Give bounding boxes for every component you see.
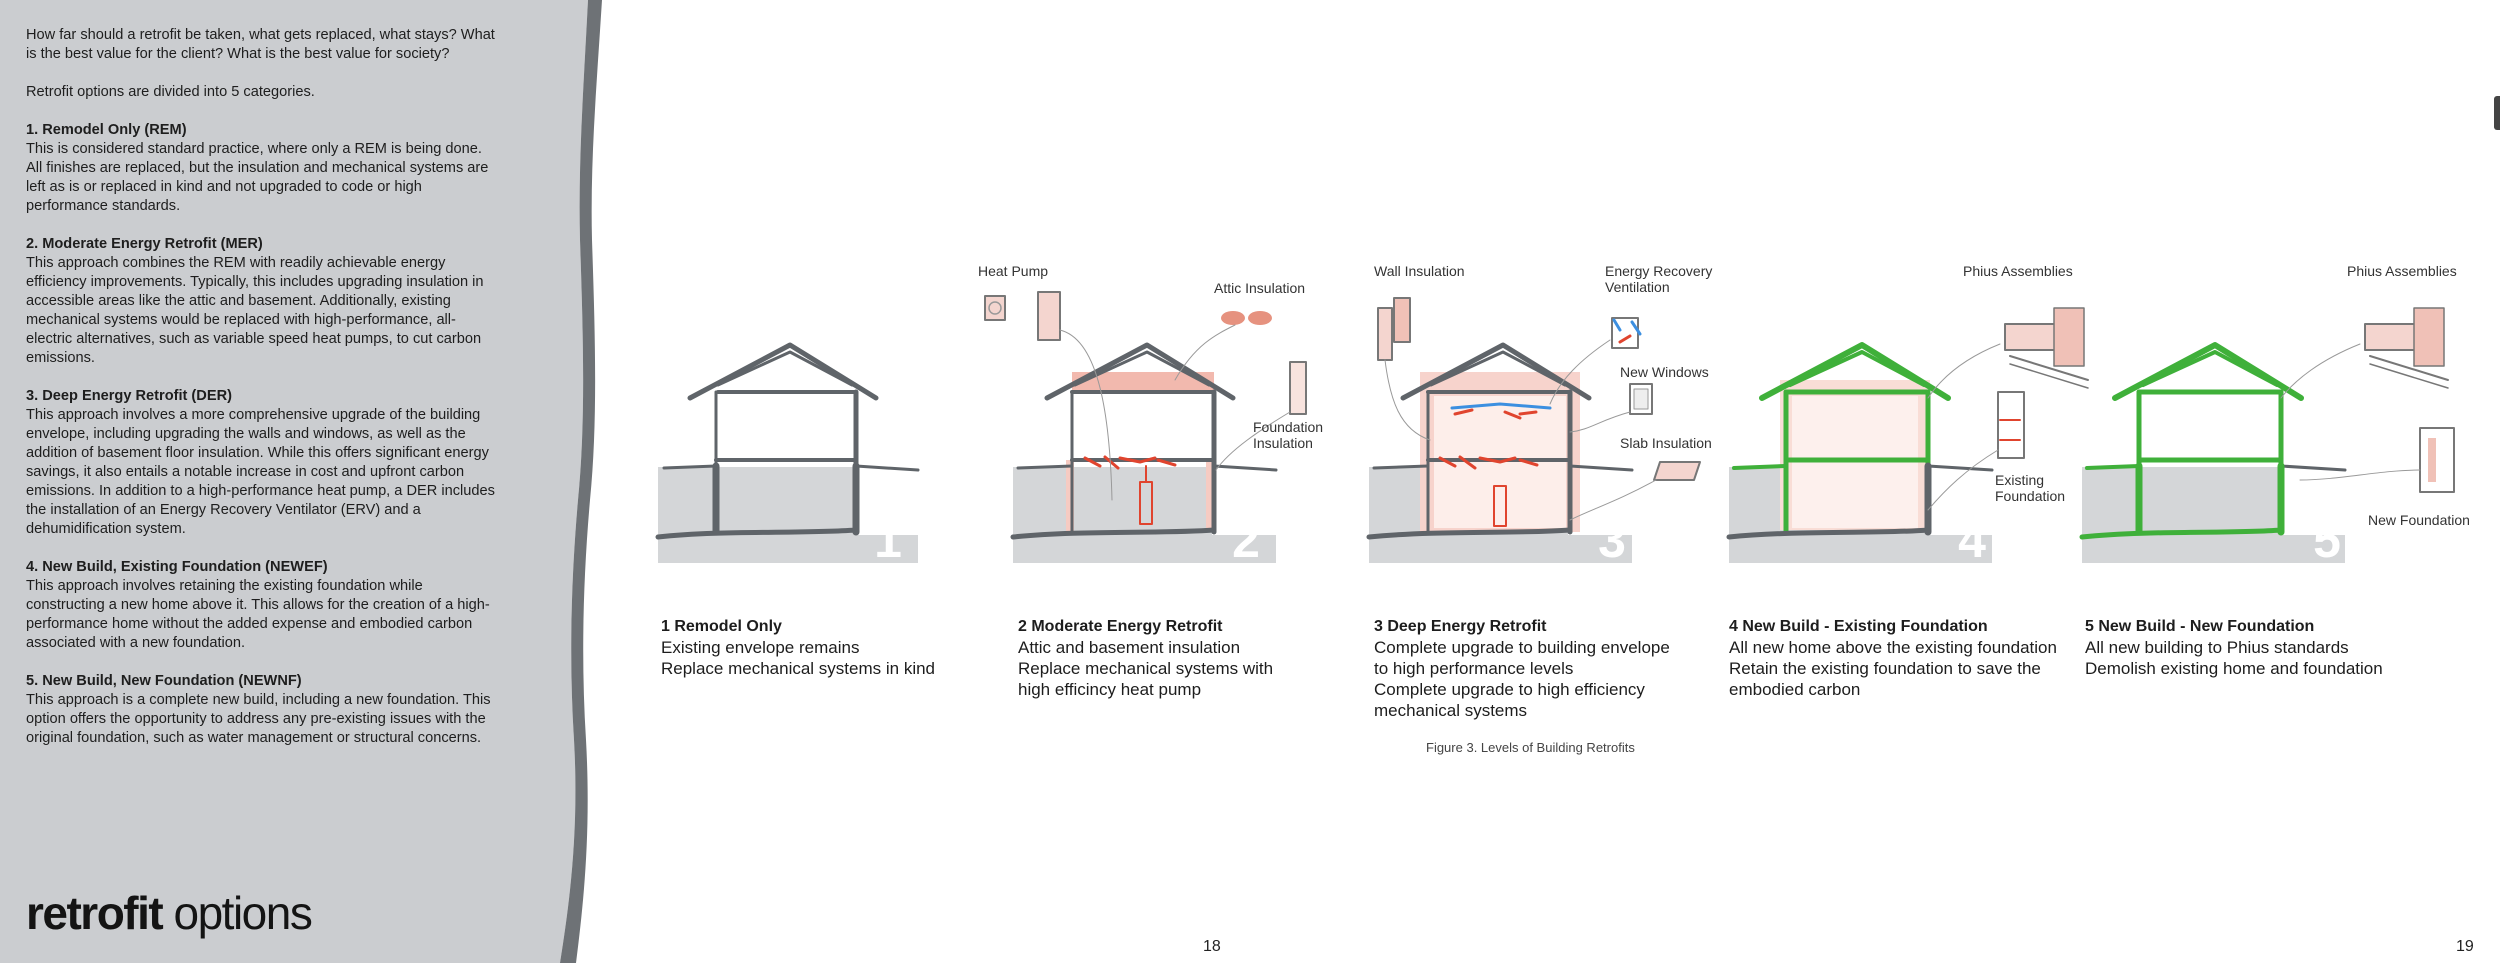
page-number-right: 19 bbox=[2456, 938, 2474, 955]
caption-line: Replace mechanical systems with bbox=[1018, 659, 1274, 678]
caption-line: Retain the existing foundation to save the bbox=[1729, 659, 2041, 678]
caption-title: 4 New Build - Existing Foundation bbox=[1729, 618, 1988, 635]
section-body: This approach involves a more comprehensive upgrade of the building envelope, including upgrading the walls and windows, as well as the addition of basement floor insulation. While this offers significant energy savings, it also entails a notable increase in cost and upfront carbon emissions. In addition to a high-performance heat pump, a DER includes the installation of an Energy Recovery Ventilator (ERV) and a dehumidification system. bbox=[26, 407, 495, 537]
wall-insulation-icon bbox=[1378, 308, 1392, 360]
caption-line: All new building to Phius standards bbox=[2085, 638, 2349, 657]
house-new-build-new-foundation bbox=[2082, 263, 2470, 568]
caption-remodel-only bbox=[661, 616, 961, 679]
svg-text:Phius Assemblies: Phius Assemblies bbox=[1963, 263, 2073, 279]
caption-title: 2 Moderate Energy Retrofit bbox=[1018, 618, 1223, 635]
caption-line: Existing envelope remains bbox=[661, 638, 860, 657]
svg-text:Ventilation: Ventilation bbox=[1605, 279, 1670, 295]
svg-text:New Foundation: New Foundation bbox=[2368, 512, 2470, 528]
ground-block bbox=[2082, 467, 2345, 563]
section-title: 4. New Build, Existing Foundation (NEWEF) bbox=[26, 559, 328, 575]
svg-text:Attic Insulation: Attic Insulation bbox=[1214, 280, 1306, 296]
svg-text:Energy Recovery: Energy Recovery bbox=[1605, 263, 1713, 279]
caption-line: embodied carbon bbox=[1729, 680, 1861, 699]
section-title: 2. Moderate Energy Retrofit (MER) bbox=[26, 236, 263, 252]
house-moderate-retrofit bbox=[978, 263, 1323, 568]
svg-text:Foundation: Foundation bbox=[1253, 419, 1324, 435]
section-title: 3. Deep Energy Retrofit (DER) bbox=[26, 388, 232, 404]
existing-foundation-icon bbox=[1998, 392, 2024, 458]
title-bold: retrofit bbox=[26, 887, 163, 939]
caption-title: 3 Deep Energy Retrofit bbox=[1374, 618, 1547, 635]
svg-text:New Windows: New Windows bbox=[1620, 364, 1709, 380]
caption-line: mechanical systems bbox=[1374, 701, 1528, 720]
caption-new-build-new-foundation bbox=[2085, 616, 2405, 679]
caption-line: Replace mechanical systems in kind bbox=[661, 659, 936, 678]
svg-text:Existing: Existing bbox=[1995, 472, 2045, 488]
option-number: 4 bbox=[1958, 512, 1986, 568]
svg-text:Wall Insulation: Wall Insulation bbox=[1374, 263, 1465, 279]
option-number: 3 bbox=[1598, 512, 1626, 568]
house-deep-retrofit bbox=[1369, 263, 1712, 568]
svg-text:Foundation: Foundation bbox=[1995, 488, 2066, 504]
section-body: This approach combines the REM with readily achievable energy efficiency improvements. Typically, this includes upgrading insulation in accessible areas like the attic and basement. Additionally, existing mechanical systems would be replaced with high-performance, all-electric alternatives, such as variable speed heat pumps, to cut carbon emissions. bbox=[26, 255, 484, 366]
intro-question: How far should a retrofit be taken, what gets replaced, what stays? What is the best value for the client? What is the best value for society? bbox=[26, 27, 495, 62]
section-title: 5. New Build, New Foundation (NEWNF) bbox=[26, 673, 302, 689]
option-number: 2 bbox=[1232, 512, 1260, 568]
caption-line: Complete upgrade to building envelope bbox=[1374, 638, 1670, 657]
caption-line: to high performance levels bbox=[1374, 659, 1574, 678]
page-number-left: 18 bbox=[1203, 938, 1221, 955]
caption-moderate-retrofit bbox=[1018, 616, 1318, 700]
house-new-build-existing-foundation bbox=[1729, 263, 2088, 568]
section-body: This approach involves retaining the existing foundation while constructing a new home above it. This allows for the creation of a high-performance home without the added expense and embodied carbon associated with a new foundation. bbox=[26, 578, 490, 651]
caption-line: high efficincy heat pump bbox=[1018, 680, 1202, 699]
caption-line: Attic and basement insulation bbox=[1018, 638, 1241, 657]
attic-insulation-icon bbox=[1221, 311, 1245, 325]
svg-text:Insulation: Insulation bbox=[1253, 435, 1313, 451]
section-body: This approach is a complete new build, including a new foundation. This option offers the opportunity to address any pre-existing issues with the original foundation, such as water management or structural concerns. bbox=[26, 692, 491, 746]
section-body: This is considered standard practice, where only a REM is being done. All finishes are replaced, but the insulation and mechanical systems are left as is or replaced in kind and not upgraded to code or high performance standards. bbox=[26, 141, 489, 214]
title-normal: options bbox=[162, 887, 312, 939]
caption-title: 1 Remodel Only bbox=[661, 618, 782, 635]
caption-title: 5 New Build - New Foundation bbox=[2085, 618, 2315, 635]
caption-line: Demolish existing home and foundation bbox=[2085, 659, 2383, 678]
slab-insulation-icon bbox=[1654, 462, 1700, 480]
svg-text:Heat Pump: Heat Pump bbox=[978, 263, 1049, 279]
heat-pump-icon bbox=[985, 296, 1005, 320]
scrollbar-handle[interactable] bbox=[2494, 96, 2500, 130]
caption-deep-retrofit bbox=[1374, 616, 1674, 721]
caption-line: All new home above the existing foundation bbox=[1729, 638, 2057, 657]
option-number: 5 bbox=[2313, 512, 2341, 568]
figure-caption: Figure 3. Levels of Building Retrofits bbox=[1426, 740, 1635, 755]
caption-line: Complete upgrade to high efficiency bbox=[1374, 680, 1645, 699]
foundation-insulation-icon bbox=[1290, 362, 1306, 414]
svg-text:Phius Assemblies: Phius Assemblies bbox=[2347, 263, 2457, 279]
option-number: 1 bbox=[874, 512, 902, 568]
section-title: 1. Remodel Only (REM) bbox=[26, 122, 187, 138]
house-remodel-only bbox=[658, 345, 918, 568]
new-foundation-icon bbox=[2420, 428, 2454, 492]
intro-categories: Retrofit options are divided into 5 categories. bbox=[26, 84, 315, 100]
svg-text:Slab Insulation: Slab Insulation bbox=[1620, 435, 1712, 451]
caption-new-build-existing-foundation bbox=[1729, 616, 2069, 700]
